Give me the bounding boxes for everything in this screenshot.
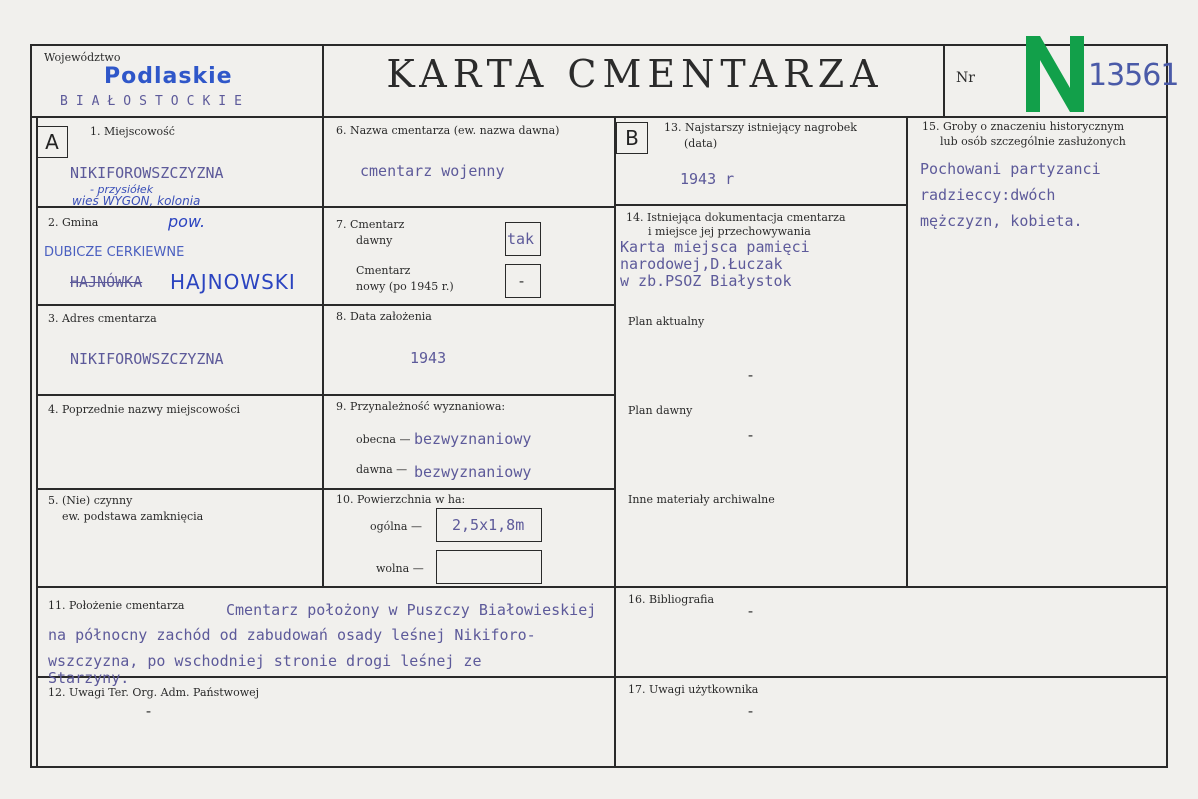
frame-left (30, 44, 32, 768)
col-split-c (906, 116, 908, 586)
field-9-label: 9. Przynależność wyznaniowa: (336, 400, 506, 413)
field-2-label: 2. Gmina (48, 216, 99, 229)
plan-aktualny-value: - (746, 366, 756, 384)
field-1-hand-1: - przysiółek (90, 183, 154, 196)
field-8-label: 8. Data założenia (336, 310, 432, 323)
field-3-value: NIKIFOROWSZCZYZNA (70, 350, 224, 368)
field-13-label-b: (data) (684, 137, 718, 150)
field-14-line-2: narodowej,D.Łuczak (620, 255, 783, 273)
field-12-label: 12. Uwagi Ter. Org. Adm. Państwowej (48, 686, 260, 699)
field-7-new-a: Cmentarz (356, 264, 411, 277)
field-7-label-a: 7. Cmentarz (336, 218, 405, 231)
row-a4 (36, 488, 616, 490)
field-14-line-1: Karta miejsca pamięci (620, 238, 810, 256)
field-5-label-a: 5. (Nie) czynny (48, 494, 133, 507)
field-1-hand-2: wieś WYGON, kolonia (72, 194, 201, 208)
field-10-ogolna-value: 2,5x1,8m (452, 516, 525, 534)
inne-materialy-label: Inne materiały archiwalne (628, 493, 775, 506)
green-n-icon (1020, 32, 1090, 114)
plan-dawny-label: Plan dawny (628, 404, 693, 417)
wojewodztwo-stamp: Podlaskie (104, 64, 233, 89)
nr-letter-marker (1020, 32, 1090, 114)
header-divider (30, 116, 1168, 118)
row-bottom-1 (36, 586, 1168, 588)
row-bottom-2 (36, 676, 1168, 678)
plan-dawny-value: - (746, 426, 756, 444)
field-4-label: 4. Poprzednie nazwy miejscowości (48, 403, 241, 416)
field-10-ogolna-label: ogólna — (370, 520, 422, 533)
row-a3 (36, 394, 616, 396)
field-16-label: 16. Bibliografia (628, 593, 715, 606)
field-9-dawna-value: bezwyznaniowy (414, 463, 532, 481)
field-17-label: 17. Uwagi użytkownika (628, 683, 759, 696)
col-split-a (322, 116, 324, 586)
frame-right (1166, 44, 1168, 768)
field-7-new-value: - (517, 272, 527, 290)
field-15-line-1: Pochowani partyzanci (920, 160, 1101, 178)
inner-left-bottom (36, 586, 38, 766)
header-split-1 (322, 44, 324, 118)
wojewodztwo-label: Województwo (44, 51, 121, 64)
field-9-obecna-label: obecna — (356, 433, 411, 446)
frame-top (30, 44, 1168, 46)
field-17-value: - (746, 702, 756, 720)
section-a-letter: A (36, 126, 68, 158)
field-15-line-3: mężczyzn, kobieta. (920, 212, 1083, 230)
field-2-hajnowski: HAJNOWSKI (170, 270, 296, 294)
field-11-label: 11. Położenie cmentarza (48, 599, 185, 612)
field-14-line-3: w zb.PSOZ Białystok (620, 272, 792, 290)
col-split-b (614, 116, 616, 766)
nr-label: Nr (956, 70, 975, 86)
field-10-wolna-box (436, 550, 542, 584)
field-12-value: - (144, 702, 154, 720)
field-15-label-a: 15. Groby o znaczeniu historycznym (922, 120, 1125, 133)
section-b-letter: B (616, 122, 648, 154)
field-14-label-a: 14. Istniejąca dokumentacja cmentarza (626, 211, 846, 224)
field-9-dawna-label: dawna — (356, 463, 408, 476)
field-16-value: - (746, 602, 756, 620)
field-7-new-b: nowy (po 1945 r.) (356, 280, 454, 293)
nr-number: 13561 (1088, 58, 1179, 93)
field-11-line-2: na północny zachód od zabudowań osady leśnej Nikiforo- (48, 626, 536, 644)
field-7-label-b: dawny (356, 234, 393, 247)
field-14-label-b: i miejsce jej przechowywania (648, 225, 811, 238)
field-1-value: NIKIFOROWSZCZYZNA (70, 164, 224, 182)
field-9-obecna-value: bezwyznaniowy (414, 430, 532, 448)
field-1-label: 1. Miejscowość (90, 125, 175, 138)
field-2-pow: pow. (168, 212, 206, 231)
card-title: KARTA CMENTARZA (386, 52, 884, 96)
frame-bottom (30, 766, 1168, 768)
field-2-struck: HAJNÓWKA (70, 273, 143, 291)
field-11-line-1: Cmentarz położony w Puszczy Białowieskiej (226, 601, 597, 619)
inner-left (36, 116, 38, 586)
field-7-value: tak (507, 230, 535, 248)
row-c1 (614, 204, 908, 206)
field-15-line-2: radzieccy:dwóch (920, 186, 1056, 204)
field-6-value: cmentarz wojenny (360, 162, 505, 180)
field-10-label: 10. Powierzchnia w ha: (336, 493, 466, 506)
wojewodztwo-typed: BIAŁOSTOCKIE (60, 94, 250, 109)
row-a2 (36, 304, 616, 306)
field-6-label: 6. Nazwa cmentarza (ew. nazwa dawna) (336, 124, 560, 137)
field-8-value: 1943 (410, 349, 447, 367)
field-15-label-b: lub osób szczególnie zasłużonych (940, 135, 1126, 148)
field-13-value: 1943 r (680, 170, 735, 188)
plan-aktualny-label: Plan aktualny (628, 315, 705, 328)
field-5-label-b: ew. podstawa zamknięcia (62, 510, 204, 523)
field-2-gmina: DUBICZE CERKIEWNE (44, 245, 185, 260)
field-11-line-4: Starzyny. (48, 669, 130, 687)
row-b1 (322, 206, 616, 208)
field-3-label: 3. Adres cmentarza (48, 312, 157, 325)
field-11-line-3: wszczyzna, po wschodniej stronie drogi leśnej ze (48, 652, 482, 670)
field-10-wolna-label: wolna — (376, 562, 424, 575)
field-13-label-a: 13. Najstarszy istniejący nagrobek (664, 121, 857, 134)
